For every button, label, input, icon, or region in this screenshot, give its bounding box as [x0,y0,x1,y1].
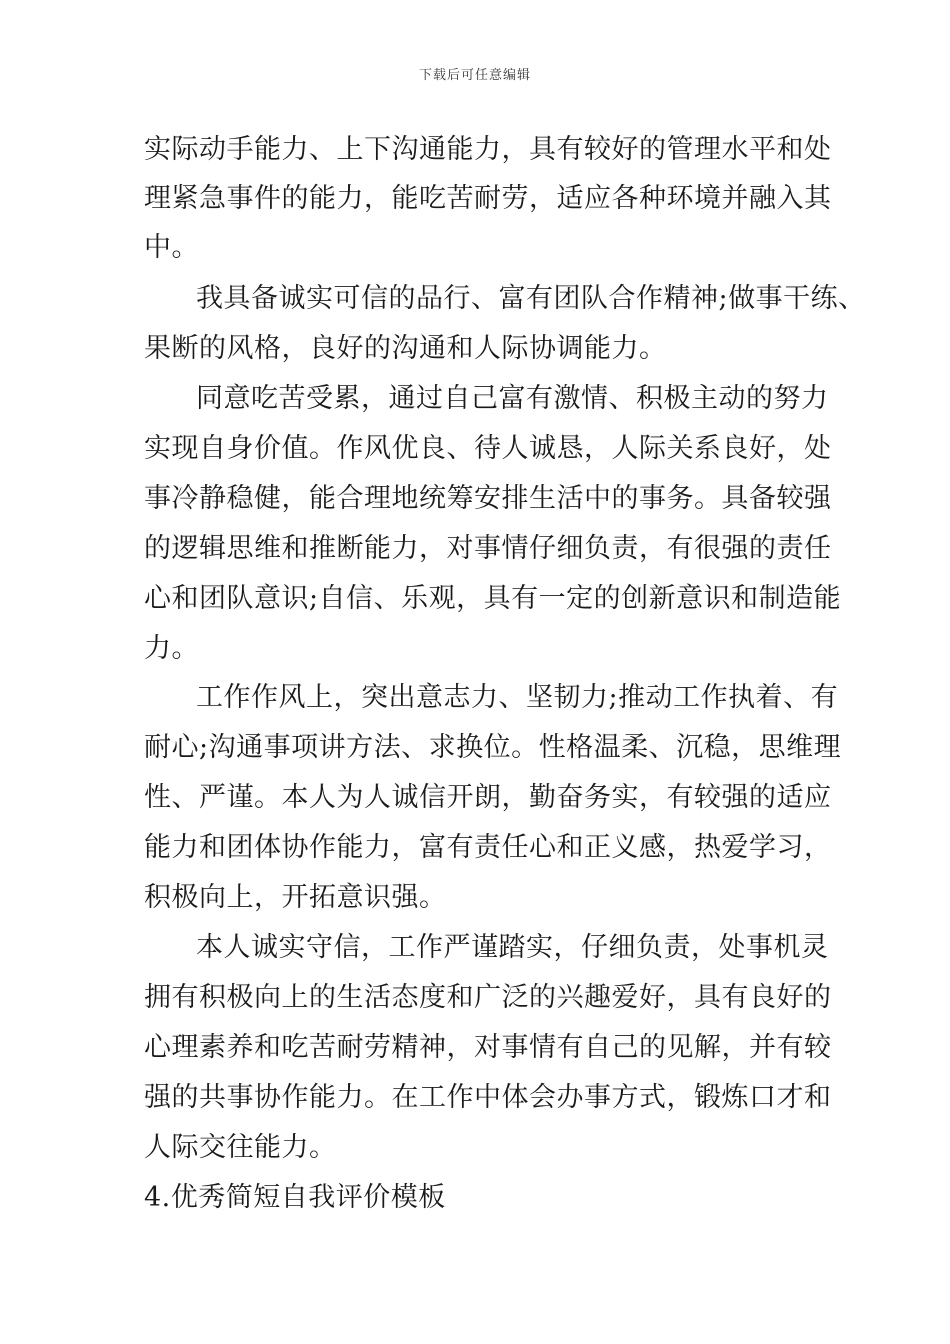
paragraph-5-line-1: 本人诚实守信，工作严谨踏实，仔细负责，处事机灵 [196,932,829,963]
paragraph-3-line-3: 事冷静稳健，能合理地统筹安排生活中的事务。具备较强 [144,483,832,514]
paragraph-3-line-2: 实现自身价值。作风优良、待人诚恳，人际关系良好，处 [144,433,832,464]
paragraph-3-line-6: 力。 [144,633,199,664]
paragraph-5-line-2: 拥有积极向上的生活态度和广泛的兴趣爱好，具有良好的 [144,982,832,1013]
paragraph-1-line-3: 中。 [144,232,199,263]
header-note: 下载后可任意编辑 [418,68,531,83]
section-heading: 4.优秀简短自我评价模板 [144,1182,446,1213]
paragraph-2-line-2: 果断的风格，良好的沟通和人际协调能力。 [144,333,667,364]
paragraph-1-line-1: 实际动手能力、上下沟通能力，具有较好的管理水平和处 [144,134,832,165]
paragraph-2-line-1: 我具备诚实可信的品行、富有团队合作精神;做事干练、 [196,283,866,314]
paragraph-4-line-3: 性、严谨。本人为人诚信开朗，勤奋务实，有较强的适应 [144,782,832,813]
paragraph-4-line-5: 积极向上，开拓意识强。 [144,882,447,913]
paragraph-5-line-4: 强的共事协作能力。在工作中体会办事方式，锻炼口才和 [144,1082,832,1113]
paragraph-4-line-1: 工作作风上，突出意志力、坚韧力;推动工作执着、有 [196,682,839,713]
paragraph-3-line-5: 心和团队意识;自信、乐观，具有一定的创新意识和制造能 [144,583,842,614]
paragraph-4-line-2: 耐心;沟通事项讲方法、求换位。性格温柔、沉稳，思维理 [144,732,842,763]
paragraph-4-line-4: 能力和团体协作能力，富有责任心和正义感，热爱学习， [144,832,832,863]
paragraph-3-line-4: 的逻辑思维和推断能力，对事情仔细负责，有很强的责任 [144,533,832,564]
paragraph-1-line-2: 理紧急事件的能力，能吃苦耐劳，适应各种环境并融入其 [144,183,832,214]
paragraph-5-line-3: 心理素养和吃苦耐劳精神，对事情有自己的见解，并有较 [144,1032,832,1063]
paragraph-3-line-1: 同意吃苦受累，通过自己富有激情、积极主动的努力 [196,383,829,414]
paragraph-5-line-5: 人际交往能力。 [144,1132,337,1163]
